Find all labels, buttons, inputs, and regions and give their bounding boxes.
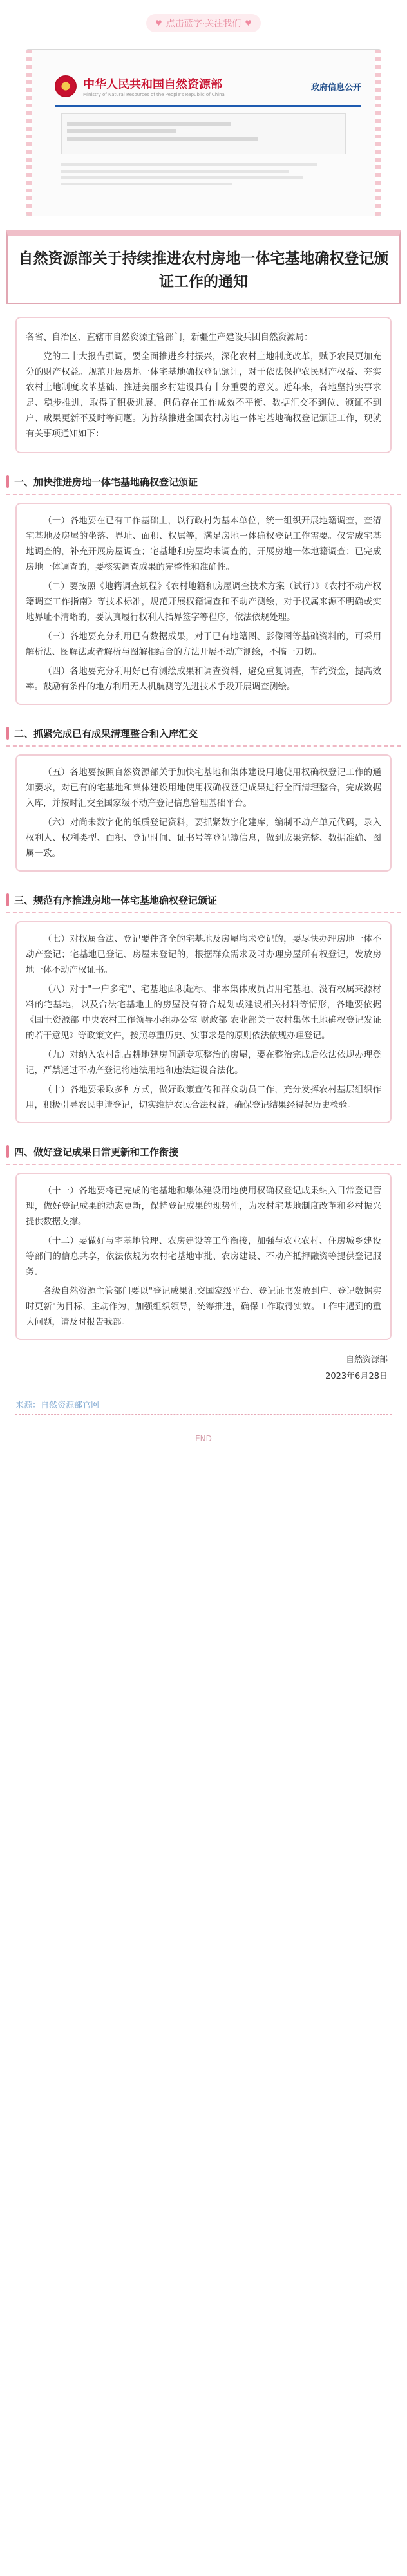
section-block xyxy=(15,921,392,1123)
section-paragraph: （二）要按照《地籍调查规程》《农村地籍和房屋调查技术方案（试行）》《农村不动产权籍调查工作指南》等技术标准，规范开展权籍调查和不动产测绘，对于权属来源不明确或实地界址不清晰的，要认真履行权利人指界签字等程序，依法依规处理。 xyxy=(26,581,381,622)
decorative-stripe xyxy=(26,50,32,216)
section-paragraph: （九）对纳入农村乱占耕地建房问题专项整治的房屋，要在整治完成后依法依规办理登记，严禁通过不动产登记将违法用地和违法建设合法化。 xyxy=(26,1050,381,1076)
document-preview-lines xyxy=(61,163,346,185)
gov-name: 中华人民共和国自然资源部 xyxy=(83,78,222,91)
issuing-org: 自然资源部 xyxy=(345,1355,388,1365)
section-block xyxy=(15,754,392,872)
gov-tag: 政府信息公开 xyxy=(310,82,361,93)
section-heading: 四、做好登记成果日常更新和工作衔接 xyxy=(6,1140,401,1165)
decorative-stripe xyxy=(375,50,381,216)
gov-subtitle: Ministry of Natural Resources of the People's Republic of China xyxy=(83,92,225,97)
title-box xyxy=(6,230,401,304)
section-paragraph: （四）各地要充分利用好已有测绘成果和调查资料，避免重复调查，节约资金，提高效率。鼓励有条件的地方利用无人机航测等先进技术手段开展调查测绘。 xyxy=(26,666,381,692)
section-paragraph: （十一）各地要将已完成的宅基地和集体建设用地使用权确权登记成果纳入日常登记管理，做好登记成果的动态更新，保持登记成果的现势性，为农村宅基地制度改革和乡村振兴提供数据支撑。 xyxy=(26,1186,381,1227)
section-paragraph: （八）对于"一户多宅"、宅基地面积超标、非本集体成员占用宅基地、没有权属来源材料的宅基地，以及合法宅基地上的房屋没有符合规划或建设相关材料等情形，各地要依据《国土资源部 中央农村工作领导小组办公室 财政部 农业部关于农村集体土地确权登记发证的若干意见》等政策文件，按照尊重历史、实事求是的原则依法依规办理登记。 xyxy=(26,984,381,1041)
follow-button[interactable] xyxy=(146,14,261,32)
national-emblem-icon xyxy=(55,75,77,97)
salutation: 各省、自治区、直辖市自然资源主管部门，新疆生产建设兵团自然资源局： xyxy=(26,332,313,342)
placeholder-line xyxy=(67,129,176,133)
end-marker xyxy=(0,1434,407,1443)
section-block xyxy=(15,503,392,705)
source-line: 来源：自然资源部官网 xyxy=(15,1394,392,1415)
heart-icon: ♥ xyxy=(155,19,162,28)
section-paragraph: （十二）要做好与宅基地管理、农房建设等工作衔接，加强与农业农村、住房城乡建设等部门的信息共享，依法依规为农村宅基地审批、农房建设、不动产抵押融资等提供登记服务。 xyxy=(26,1236,381,1277)
heart-icon: ♥ xyxy=(245,19,252,28)
section-paragraph: （一）各地要在已有工作基础上，以行政村为基本单位，统一组织开展地籍调查，查清宅基地及房屋的坐落、界址、面积、权属等，满足房地一体确权登记工作需要。仅完成宅基地调查的，补充开展房屋调查；宅基地和房屋均未调查的，开展房地一体地籍调查；已完成房地一体调查的，要核实调查成果的完整性和准确性。 xyxy=(26,516,381,572)
follow-label: 点击蓝字·关注我们 xyxy=(166,19,241,29)
article-title: 自然资源部关于持续推进农村房地一体宅基地确权登记颁证工作的通知 xyxy=(18,250,389,290)
issue-date: 2023年6月28日 xyxy=(325,1372,388,1381)
placeholder-line xyxy=(67,122,231,126)
section-paragraph: （六）对尚未数字化的纸质登记资料，要抓紧数字化建库，编制不动产单元代码，录入权利人、权利类型、面积、登记时间、证书号等登记簿信息，做到成果完整、数据准确、图属一致。 xyxy=(26,817,381,859)
section-paragraph: 各级自然资源主管部门要以"登记成果汇交国家级平台、登记证书发放到户、登记数据实时更新"为目标，主动作为，加强组织领导，统筹推进，确保工作取得实效。工作中遇到的重大问题，请及时报告我部。 xyxy=(26,1286,381,1327)
intro-card xyxy=(15,317,392,453)
section-heading: 一、加快推进房地一体宅基地确权登记颁证 xyxy=(6,470,401,495)
placeholder-line xyxy=(67,137,258,141)
section-block xyxy=(15,1173,392,1340)
top-banner xyxy=(0,0,407,45)
section-heading: 二、抓紧完成已有成果清理整合和入库汇交 xyxy=(6,722,401,747)
divider xyxy=(55,105,361,107)
signature xyxy=(0,1352,388,1385)
section-paragraph: （七）对权属合法、登记要件齐全的宅基地及房屋均未登记的，要尽快办理房地一体不动产登记；宅基地已登记、房屋未登记的，根据群众需求及时办理房屋所有权登记，发放房地一体不动产权证书。 xyxy=(26,934,381,975)
section-heading: 三、规范有序推进房地一体宅基地确权登记颁证 xyxy=(6,888,401,913)
gov-header xyxy=(26,50,381,102)
document-info-table xyxy=(61,113,346,154)
end-label: END xyxy=(195,1434,212,1443)
section-paragraph: （十）各地要采取多种方式，做好政策宣传和群众动员工作，充分发挥农村基层组织作用，积极引导农民申请登记，切实维护农民合法权益，确保登记结果经得起历史检验。 xyxy=(26,1085,381,1110)
intro-paragraph: 党的二十大报告强调，要全面推进乡村振兴，深化农村土地制度改革，赋予农民更加充分的财产权益。规范开展房地一体宅基地确权登记颁证，对于依法保护农民财产权益、夯实农村土地制度改革基础、推进美丽乡村建设具有十分重要的意义。近年来，各地坚持实事求是、稳步推进，取得了积极进展，但仍存在工作成效不平衡、数据汇交不到位、颁证不到户、成果更新不及时等问题。为持续推进全国农村房地一体宅基地确权登记颁证工作，现就有关事项通知如下： xyxy=(26,351,381,439)
section-paragraph: （五）各地要按照自然资源部关于加快宅基地和集体建设用地使用权确权登记工作的通知要求，对已有的宅基地和集体建设用地使用权确权登记成果进行全面清理整合，完成数据入库，并按时汇交至国家级不动产登记信息管理基础平台。 xyxy=(26,767,381,808)
section-paragraph: （三）各地要充分利用已有数据成果，对于已有地籍图、影像图等基础资料的，可采用解析法、图解法或者解析与图解相结合的方法开展不动产测绘，不搞一刀切。 xyxy=(26,631,381,657)
government-header-image xyxy=(26,49,381,216)
